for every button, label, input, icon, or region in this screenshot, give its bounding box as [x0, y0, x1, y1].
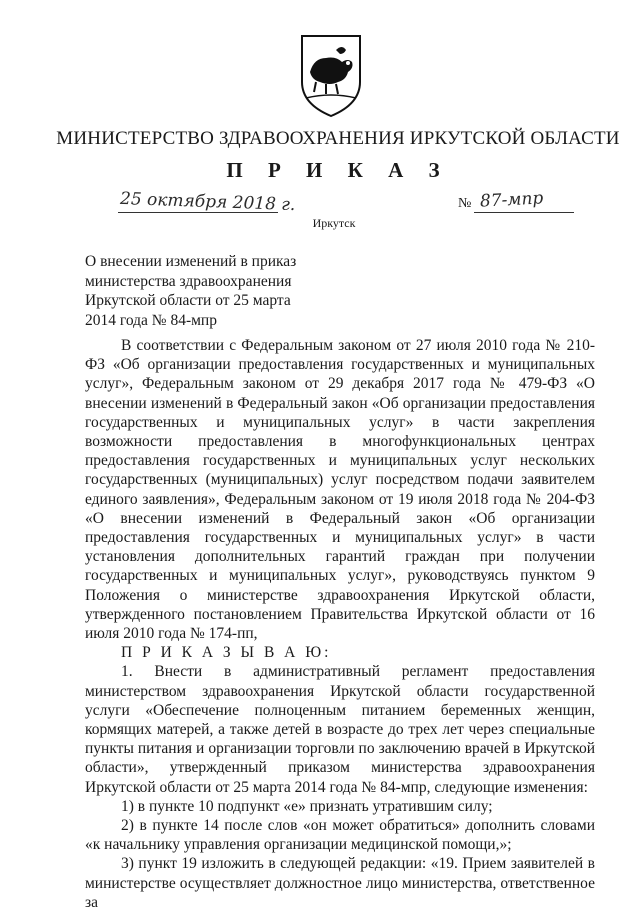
item-1: 1. Внести в административный регламент предоставления министерством здравоохранения Иркутской области государственной услуги «Обеспечение полноценным питанием беременных женщин, кормящих матерей, а также детей в возрасте до трех лет через специальные пункты питания и организации торговли по заключению врачей в Иркутской области», утвержденный приказом министерства здравоохранения Иркутской области от 25 марта 2014 года № 84-мпр, следующие изменения: — [85, 663, 595, 796]
subitem-1: 1) в пункте 10 подпункт «е» признать утратившим силу; — [121, 797, 493, 815]
order-number: 87-мпр — [479, 188, 544, 212]
city-name: Иркутск — [312, 216, 356, 230]
subitem-3: 3) пункт 19 изложить в следующей редакции: «19. Прием заявителей в министерстве осуществляет должностное лицо министерства, ответственное за — [85, 855, 595, 911]
order-date: 25 октября 2018 г. — [119, 188, 296, 216]
order-subject: О внесении изменений в приказ министерства здравоохранения Иркутской области от 25 марта 2014 года № 84-мпр — [85, 253, 297, 329]
document-title: П Р И К А З — [226, 158, 450, 182]
subitem-2: 2) в пункте 14 после слов «он может обратиться» дополнить словами «к начальнику управления организации медицинской помощи,»; — [85, 817, 595, 854]
date-underline — [118, 212, 278, 213]
irkutsk-coat-of-arms-icon — [296, 32, 366, 118]
ministry-name: МИНИСТЕРСТВО ЗДРАВООХРАНЕНИЯ ИРКУТСКОЙ ОБЛАСТИ — [56, 128, 620, 149]
number-underline — [474, 212, 574, 213]
order-word: П Р И К А З Ы В А Ю: — [121, 644, 332, 662]
order-number-label: № — [458, 196, 472, 211]
order-body — [85, 336, 595, 912]
preamble-paragraph: В соответствии с Федеральным законом от 27 июля 2010 года № 210-ФЗ «Об организации предоставления государственных и муниципальных услуг», Федеральным законом от 29 декабря 2017 года № 479-ФЗ «О внесении изменений в Федеральный закон «Об организации предоставления государственных и муниципальных услуг» в части закрепления возможности предоставления в многофункциональных центрах предоставления государственных и муниципальных услуг нескольких государственных (муниципальных) услуг посредством подачи заявителем единого заявления», Федеральным законом от 19 июля 2018 года № 204-ФЗ «О внесении изменений в Федеральный закон «Об организации предоставления государственных и муниципальных услуг» в части установления дополнительных гарантий граждан при получении государственных и муниципальных услуг», руководствуясь пунктом 9 Положения о министерстве здравоохранения Иркутской области, утвержденного постановлением Правительства Иркутской области от 16 июля 2010 года № 174-пп, — [85, 337, 595, 643]
